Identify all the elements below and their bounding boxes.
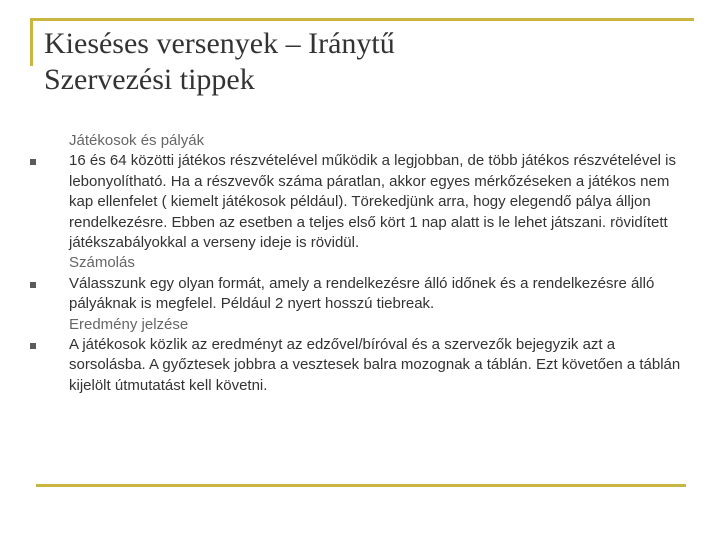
bullet-item-players-courts bbox=[30, 151, 690, 253]
bullet-item-scoring bbox=[30, 274, 690, 315]
bullet-text-scoring: Válasszunk egy olyan formát, amely a rendelkezésre álló időnek és a rendelkezésre álló pályáknak is megfelel. Például 2 nyert hosszú tiebreak. bbox=[69, 274, 655, 313]
bullet-text-players-courts: 16 és 64 közötti játékos részvételével működik a legjobban, de több játékos részvételével is lebonyolítható. Ha a részvevők száma páratlan, akkor egyes mérkőzéseken a játékos nem kap ellenfelet ( kiemelt játékosok például). Törekedjünk arra, hogy elegendő pálya álljon rendelkezésre. Ebben az esetben a teljes első kört 1 nap alatt is le lehet játszani. rövidített játékszabályokkal a verseny ideje is rövidül. bbox=[69, 152, 677, 252]
bullet-item-result-reporting bbox=[30, 335, 690, 396]
section-heading-players-courts: Játékosok és pályák bbox=[69, 132, 205, 149]
accent-line-bottom bbox=[36, 484, 686, 487]
square-bullet-icon bbox=[30, 282, 36, 288]
slide-content bbox=[30, 131, 690, 396]
title-line-1: Kieséses versenyek – Iránytű bbox=[44, 27, 395, 60]
accent-line-vertical bbox=[30, 18, 33, 66]
square-bullet-icon bbox=[30, 159, 36, 165]
section-heading-result-reporting: Eredmény jelzése bbox=[69, 315, 189, 333]
slide-title bbox=[44, 26, 395, 98]
section-heading-scoring: Számolás bbox=[69, 254, 135, 272]
title-line-2: Szervezési tippek bbox=[44, 63, 255, 96]
accent-line-top bbox=[30, 18, 694, 21]
bullet-text-result-reporting: A játékosok közlik az eredményt az edzővel/bíróval és a szervezők bejegyzik azt a sorsolásba. A győztesek jobbra a vesztesek balra mozognak a táblán. Ezt követően a táblán kijelölt útmutatást kell követni. bbox=[69, 336, 681, 394]
square-bullet-icon bbox=[30, 343, 36, 349]
